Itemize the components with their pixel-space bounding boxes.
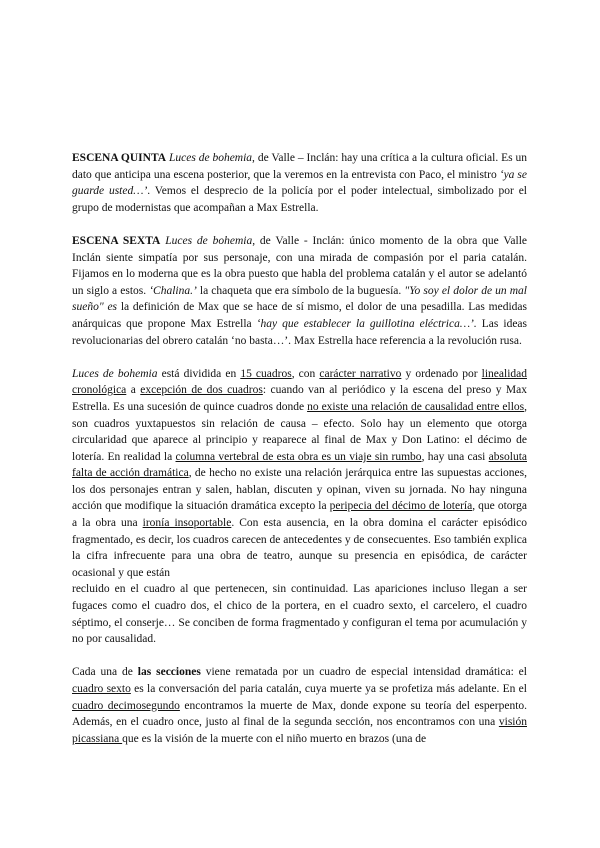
quote: "Yo soy el dolor de un mal sueño" es (72, 284, 527, 314)
text: viene rematada por un cuadro de especial intensidad dramática: el (200, 666, 527, 679)
text: la definición de Max que se hace de sí mismo, el dolor de una pesadilla. Las medidas anárquicas que propone Max Estrella (72, 301, 527, 330)
heading-escena-quinta: ESCENA QUINTA (72, 152, 167, 164)
text: , son cuadros yuxtapuestos sin relación de causa – efecto. Solo hay un elemento que otorga circularidad que aparece al principio y reaparece al final de Max y Don Latino: el décimo de lotería. En realidad la (72, 400, 527, 463)
text: , con (291, 367, 320, 380)
underlined-term: 15 cuadros (240, 367, 292, 380)
underlined-term: visión picassiana (72, 716, 527, 745)
work-title: Luces de bohemia (168, 152, 253, 164)
underlined-term: ironía insoportable (142, 517, 232, 530)
quote: ‘ya se guarde usted…’ (72, 168, 528, 198)
text: , de Valle - Inclán: único momento de la obra que Valle Inclán siente simpatía por sus personaje, con una mirada de compasión por el paria catalán. Fijamos en lo moderna que es la obra puesto que habla del problema catalán y el autor se adelantó un siglo a estos. (72, 234, 528, 297)
underlined-term: columna vertebral de esta obra es un viaje sin rumbo (175, 450, 422, 463)
underlined-term: no existe una relación de causalidad entre ellos (307, 400, 525, 413)
paragraph-sections (72, 664, 527, 747)
heading-escena-sexta: ESCENA SEXTA (72, 234, 161, 247)
quote: ‘hay que establecer la guillotina eléctrica…’. (256, 317, 477, 330)
text: encontramos la muerte de Max, donde expone su teoría del esperpento. Además, en el cuadro once, justo al final de la segunda sección, nos encontramos con una (72, 699, 528, 729)
quote: ‘Chalina.’ (149, 284, 197, 297)
work-title: Luces de bohemia (165, 234, 253, 247)
text: . Con esta ausencia, en la obra domina el carácter episódico fragmentado, es decir, los cuadros carecen de antecedentes y de consecuentes. Eso también explica la cifra infrecuente para una obra de teatro, aunque su presencia en episódica, de carácter ocasional y que están (72, 517, 527, 579)
underlined-term: excepción de dos cuadros (140, 384, 263, 397)
text: que es la visión de la muerte con el niño muerto en brazos (una de (122, 732, 427, 745)
paragraph-escena-quinta (72, 150, 527, 216)
underlined-term: peripecia del décimo de lotería (329, 500, 473, 513)
text: Cada una de (72, 666, 138, 679)
underlined-term: cuadro sexto (72, 683, 131, 695)
underlined-term: absoluta falta de acción dramática (72, 450, 527, 480)
bold-term: las secciones (137, 666, 201, 679)
text: : cuando van al periódico y la escena del preso y Max Estrella. Es una sucesión de quince cuadros donde (72, 384, 527, 413)
text: , de hecho no existe una relación jerárquica entre las supuestas acciones, los dos personajes entran y salen, hablan, discuten y opinan, viven su jornada. No hay ninguna acción que modifique la situación dramática excepto la (72, 467, 527, 513)
text: a (126, 384, 141, 397)
text: está dividida en (157, 367, 241, 380)
text: . Vemos el desprecio de la policía por el poder intelectual, simbolizado por el grupo de modernistas que acompañan a Max Estrella. (72, 185, 527, 214)
underlined-term: cuadro decimosegundo (72, 699, 180, 712)
underlined-term: carácter narrativo (319, 367, 402, 380)
text: , hay una casi (421, 450, 489, 463)
text: la chaqueta que era símbolo de la buguesía. (196, 284, 405, 297)
underlined-term: linealidad cronológica (72, 367, 527, 397)
paragraph-structure (72, 366, 527, 648)
text: , de Valle – Inclán: hay una crítica a la cultura oficial. Es un dato que anticipa una escena posterior, que la veremos en la entrevista con Paco, el ministro (72, 152, 527, 181)
paragraph-escena-sexta (72, 233, 527, 349)
document-page (72, 150, 527, 764)
text: y ordenado por (401, 367, 482, 380)
text: Las ideas revolucionarias del obrero catalán ‘no basta…’. Max Estrella hace referencia a la revolución rusa. (72, 317, 528, 347)
text: es la conversación del paria catalán, cuya muerte ya se profetiza más adelante. En el (130, 683, 527, 695)
text-continuation: recluido en el cuadro al que pertenecen, sin continuidad. Las apariciones incluso llegan a ser fugaces como el cuadro dos, el chico de la portera, en el cuadro sexto, el carcelero, el cuadro séptimo, el conserje… Se conciben de forma fragmentado y configuran el tema por acumulación y no por causalidad. (72, 583, 527, 646)
text: , que otorga a la obra una (72, 500, 527, 530)
work-title: Luces de bohemia (72, 367, 158, 380)
